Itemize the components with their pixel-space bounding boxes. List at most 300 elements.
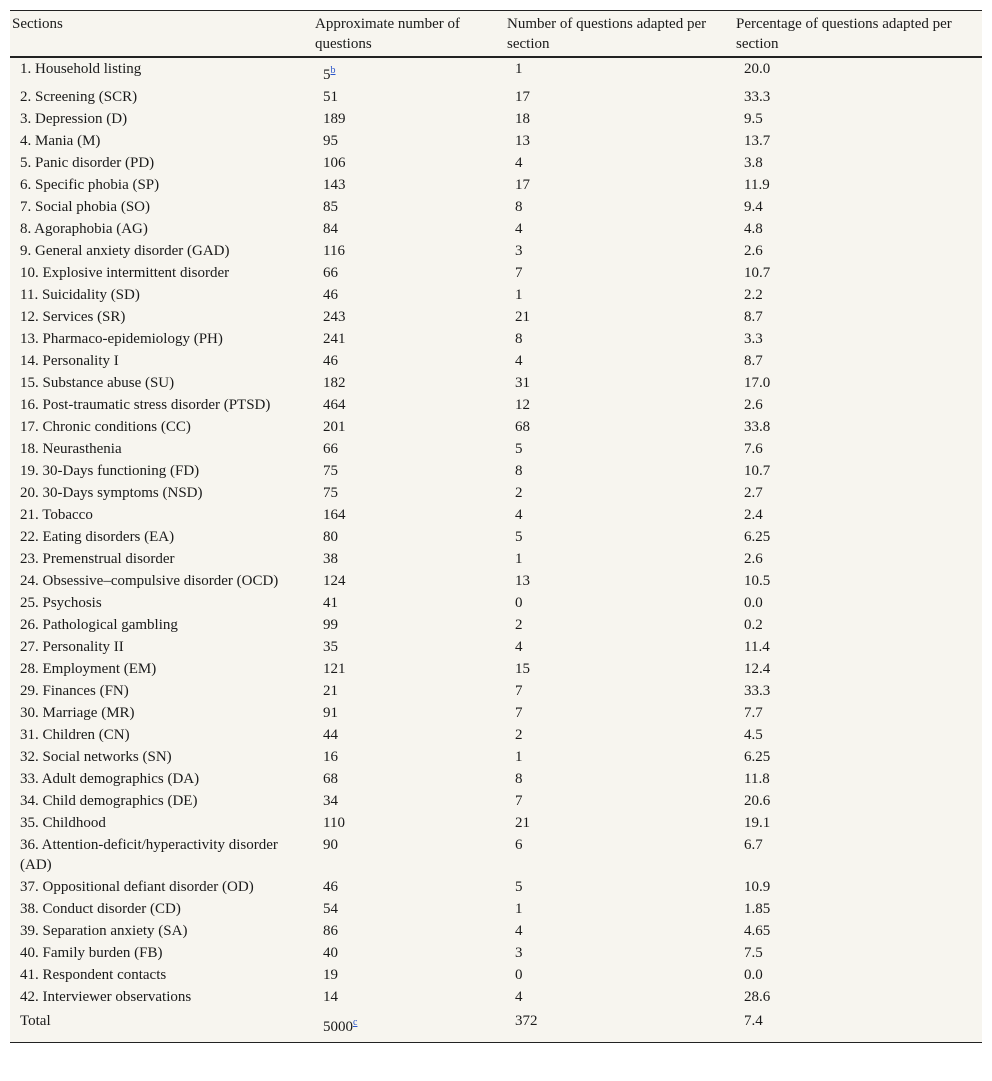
cell-section-value: 7. Social phobia (SO) xyxy=(20,199,150,215)
cell-approx-questions xyxy=(313,240,505,262)
cell-section xyxy=(10,262,313,284)
cell-questions-adapted xyxy=(505,986,734,1008)
cell-approx-questions-value: 99 xyxy=(323,617,338,633)
cell-percentage-adapted xyxy=(734,284,982,306)
cell-questions-adapted xyxy=(505,306,734,328)
cell-percentage-adapted-value: 20.6 xyxy=(744,793,771,809)
cell-section-value: 4. Mania (M) xyxy=(20,133,101,149)
cell-percentage-adapted-value: 7.5 xyxy=(744,945,763,961)
cell-questions-adapted-value: 7 xyxy=(515,265,523,281)
cell-section xyxy=(10,86,313,108)
cell-percentage-adapted-value: 8.7 xyxy=(744,353,763,369)
cell-section-value: 27. Personality II xyxy=(20,639,124,655)
cell-section xyxy=(10,876,313,898)
cell-questions-adapted xyxy=(505,262,734,284)
cell-questions-adapted xyxy=(505,812,734,834)
cell-section-value: 21. Tobacco xyxy=(20,507,93,523)
cell-approx-questions xyxy=(313,218,505,240)
footnote-link[interactable]: c xyxy=(353,1017,358,1028)
cell-section xyxy=(10,152,313,174)
cell-section xyxy=(10,372,313,394)
cell-percentage-adapted xyxy=(734,812,982,834)
cell-approx-questions-value: 143 xyxy=(323,177,346,193)
cell-percentage-adapted xyxy=(734,614,982,636)
table-row xyxy=(10,438,982,460)
cell-approx-questions-value: 46 xyxy=(323,879,338,895)
cell-approx-questions-value: 241 xyxy=(323,331,346,347)
cell-approx-questions-value: 85 xyxy=(323,199,338,215)
cell-approx-questions-value: 68 xyxy=(323,771,338,787)
cell-approx-questions-value: 40 xyxy=(323,945,338,961)
cell-section xyxy=(10,504,313,526)
cell-section xyxy=(10,592,313,614)
cell-questions-adapted-value: 1 xyxy=(515,901,523,917)
cell-questions-adapted xyxy=(505,570,734,592)
table-row xyxy=(10,876,982,898)
cell-questions-adapted-value: 1 xyxy=(515,61,523,77)
cell-percentage-adapted-value: 6.7 xyxy=(744,837,763,853)
cell-questions-adapted-value: 372 xyxy=(515,1013,538,1029)
footnote-marker xyxy=(331,62,336,76)
cell-questions-adapted-value: 6 xyxy=(515,837,523,853)
cell-questions-adapted-value: 8 xyxy=(515,331,523,347)
cell-approx-questions xyxy=(313,570,505,592)
header-sections: Sections xyxy=(10,11,313,58)
cell-questions-adapted-value: 4 xyxy=(515,923,523,939)
cell-questions-adapted-value: 5 xyxy=(515,441,523,457)
cell-section xyxy=(10,350,313,372)
table-row xyxy=(10,942,982,964)
cell-questions-adapted xyxy=(505,350,734,372)
cell-percentage-adapted xyxy=(734,350,982,372)
cell-approx-questions-value: 121 xyxy=(323,661,346,677)
cell-questions-adapted xyxy=(505,658,734,680)
cell-section xyxy=(10,196,313,218)
cell-section-value: 6. Specific phobia (SP) xyxy=(20,177,160,193)
cell-approx-questions-value: 189 xyxy=(323,111,346,127)
cell-questions-adapted xyxy=(505,614,734,636)
cell-percentage-adapted xyxy=(734,702,982,724)
cell-percentage-adapted xyxy=(734,306,982,328)
cell-section xyxy=(10,328,313,350)
cell-approx-questions xyxy=(313,328,505,350)
cell-percentage-adapted-value: 9.5 xyxy=(744,111,763,127)
table-row xyxy=(10,768,982,790)
cell-percentage-adapted xyxy=(734,570,982,592)
cell-questions-adapted-value: 7 xyxy=(515,705,523,721)
table-row xyxy=(10,570,982,592)
cell-percentage-adapted-value: 7.4 xyxy=(744,1013,763,1029)
cell-percentage-adapted xyxy=(734,86,982,108)
cell-percentage-adapted-value: 4.8 xyxy=(744,221,763,237)
cell-approx-questions-value: 21 xyxy=(323,683,338,699)
header-percentage-adapted: Percentage of questions adapted per section xyxy=(734,11,982,58)
cell-section-value: 3. Depression (D) xyxy=(20,111,128,127)
cell-section xyxy=(10,416,313,438)
table-row xyxy=(10,306,982,328)
cell-approx-questions-value: 14 xyxy=(323,989,338,1005)
cell-approx-questions-value: 44 xyxy=(323,727,338,743)
cell-questions-adapted xyxy=(505,592,734,614)
cell-percentage-adapted-value: 10.9 xyxy=(744,879,771,895)
table-total-row xyxy=(10,1008,982,1043)
cell-questions-adapted-value: 4 xyxy=(515,155,523,171)
cell-approx-questions xyxy=(313,964,505,986)
cell-percentage-adapted-value: 11.4 xyxy=(744,639,770,655)
cell-approx-questions-value: 464 xyxy=(323,397,346,413)
table-row xyxy=(10,416,982,438)
cell-approx-questions-value: 66 xyxy=(323,441,338,457)
cell-section xyxy=(10,174,313,196)
cell-approx-questions xyxy=(313,592,505,614)
cell-questions-adapted xyxy=(505,152,734,174)
table-row xyxy=(10,526,982,548)
cell-percentage-adapted-value: 9.4 xyxy=(744,199,763,215)
cell-section xyxy=(10,898,313,920)
cell-percentage-adapted xyxy=(734,658,982,680)
cell-questions-adapted xyxy=(505,130,734,152)
cell-section xyxy=(10,57,313,86)
cell-percentage-adapted xyxy=(734,416,982,438)
cell-percentage-adapted xyxy=(734,636,982,658)
cell-approx-questions-value: 86 xyxy=(323,923,338,939)
cell-approx-questions xyxy=(313,746,505,768)
cell-approx-questions xyxy=(313,942,505,964)
cell-questions-adapted xyxy=(505,898,734,920)
cell-percentage-adapted xyxy=(734,174,982,196)
table-row xyxy=(10,636,982,658)
cell-percentage-adapted xyxy=(734,108,982,130)
cell-percentage-adapted-value: 7.7 xyxy=(744,705,763,721)
cell-section xyxy=(10,130,313,152)
cell-section-value: 34. Child demographics (DE) xyxy=(20,793,198,809)
cell-approx-questions-value: 90 xyxy=(323,837,338,853)
cell-section xyxy=(10,218,313,240)
cell-approx-questions xyxy=(313,57,505,86)
cell-percentage-adapted xyxy=(734,942,982,964)
cell-percentage-adapted-value: 4.65 xyxy=(744,923,771,939)
cell-percentage-adapted xyxy=(734,482,982,504)
cell-percentage-adapted-value: 12.4 xyxy=(744,661,771,677)
cell-questions-adapted-value: 31 xyxy=(515,375,530,391)
cell-questions-adapted xyxy=(505,920,734,942)
cell-approx-questions xyxy=(313,658,505,680)
cell-percentage-adapted xyxy=(734,460,982,482)
cell-questions-adapted-value: 18 xyxy=(515,111,530,127)
cell-percentage-adapted-value: 10.7 xyxy=(744,265,771,281)
cell-section xyxy=(10,526,313,548)
cell-percentage-adapted-value: 6.25 xyxy=(744,749,771,765)
cell-questions-adapted-value: 4 xyxy=(515,353,523,369)
cell-percentage-adapted xyxy=(734,1008,982,1043)
table-body xyxy=(10,57,982,1043)
table-row xyxy=(10,592,982,614)
cell-questions-adapted-value: 4 xyxy=(515,989,523,1005)
cell-questions-adapted xyxy=(505,746,734,768)
table-row xyxy=(10,460,982,482)
cell-questions-adapted xyxy=(505,724,734,746)
cell-approx-questions-value: 106 xyxy=(323,155,346,171)
cell-percentage-adapted-value: 4.5 xyxy=(744,727,763,743)
cell-percentage-adapted-value: 2.6 xyxy=(744,397,763,413)
cell-percentage-adapted xyxy=(734,724,982,746)
cell-approx-questions xyxy=(313,262,505,284)
cell-percentage-adapted-value: 2.4 xyxy=(744,507,763,523)
cell-section xyxy=(10,746,313,768)
cell-approx-questions xyxy=(313,548,505,570)
table-row xyxy=(10,724,982,746)
cell-approx-questions-value: 5000 xyxy=(323,1019,353,1035)
cell-section-value: 2. Screening (SCR) xyxy=(20,89,138,105)
cell-approx-questions xyxy=(313,174,505,196)
cell-section-value: 25. Psychosis xyxy=(20,595,102,611)
cell-approx-questions-value: 35 xyxy=(323,639,338,655)
cell-percentage-adapted-value: 28.6 xyxy=(744,989,771,1005)
cell-questions-adapted-value: 2 xyxy=(515,485,523,501)
cell-questions-adapted xyxy=(505,460,734,482)
cell-approx-questions xyxy=(313,768,505,790)
cell-questions-adapted-value: 4 xyxy=(515,507,523,523)
cell-questions-adapted-value: 4 xyxy=(515,639,523,655)
cell-questions-adapted-value: 17 xyxy=(515,89,530,105)
cell-approx-questions-value: 95 xyxy=(323,133,338,149)
cell-percentage-adapted-value: 3.8 xyxy=(744,155,763,171)
cell-approx-questions xyxy=(313,526,505,548)
cell-section-value: 37. Oppositional defiant disorder (OD) xyxy=(20,879,254,895)
cell-approx-questions xyxy=(313,790,505,812)
table-row xyxy=(10,262,982,284)
cell-section-value: 29. Finances (FN) xyxy=(20,683,129,699)
table-row xyxy=(10,328,982,350)
cell-section-value: 5. Panic disorder (PD) xyxy=(20,155,155,171)
cell-approx-questions xyxy=(313,152,505,174)
cell-section-value: 14. Personality I xyxy=(20,353,119,369)
cell-approx-questions xyxy=(313,86,505,108)
table-row xyxy=(10,240,982,262)
cell-section xyxy=(10,768,313,790)
cell-section-value: Total xyxy=(20,1013,51,1029)
cell-percentage-adapted-value: 17.0 xyxy=(744,375,771,391)
cell-section-value: 35. Childhood xyxy=(20,815,106,831)
cell-questions-adapted xyxy=(505,964,734,986)
cell-approx-questions xyxy=(313,1008,505,1043)
cell-section xyxy=(10,942,313,964)
cell-questions-adapted-value: 8 xyxy=(515,771,523,787)
cell-questions-adapted xyxy=(505,680,734,702)
cell-questions-adapted-value: 1 xyxy=(515,749,523,765)
cell-approx-questions-value: 75 xyxy=(323,485,338,501)
cell-section-value: 1. Household listing xyxy=(20,61,142,77)
cell-questions-adapted xyxy=(505,328,734,350)
cell-questions-adapted-value: 2 xyxy=(515,617,523,633)
cell-section xyxy=(10,790,313,812)
table-row xyxy=(10,964,982,986)
cell-percentage-adapted xyxy=(734,680,982,702)
cell-questions-adapted-value: 21 xyxy=(515,815,530,831)
cell-approx-questions-value: 46 xyxy=(323,287,338,303)
cell-approx-questions xyxy=(313,350,505,372)
cell-percentage-adapted xyxy=(734,526,982,548)
cell-questions-adapted xyxy=(505,768,734,790)
cell-approx-questions xyxy=(313,108,505,130)
cell-percentage-adapted xyxy=(734,548,982,570)
cell-percentage-adapted-value: 33.3 xyxy=(744,89,771,105)
cell-questions-adapted xyxy=(505,108,734,130)
cell-approx-questions xyxy=(313,920,505,942)
table-row xyxy=(10,350,982,372)
cell-questions-adapted-value: 1 xyxy=(515,287,523,303)
cell-approx-questions-value: 201 xyxy=(323,419,346,435)
table-row xyxy=(10,152,982,174)
cell-approx-questions-value: 16 xyxy=(323,749,338,765)
table-row xyxy=(10,986,982,1008)
cell-approx-questions xyxy=(313,196,505,218)
cell-questions-adapted-value: 3 xyxy=(515,243,523,259)
cell-questions-adapted xyxy=(505,1008,734,1043)
cell-questions-adapted-value: 0 xyxy=(515,595,523,611)
cell-section-value: 24. Obsessive–compulsive disorder (OCD) xyxy=(20,573,279,589)
cell-approx-questions-value: 110 xyxy=(323,815,345,831)
cell-approx-questions-value: 116 xyxy=(323,243,345,259)
cell-section-value: 12. Services (SR) xyxy=(20,309,126,325)
cell-questions-adapted-value: 3 xyxy=(515,945,523,961)
cell-approx-questions-value: 91 xyxy=(323,705,338,721)
cell-questions-adapted-value: 12 xyxy=(515,397,530,413)
cell-questions-adapted xyxy=(505,834,734,876)
cell-percentage-adapted xyxy=(734,438,982,460)
cell-section xyxy=(10,812,313,834)
table-row xyxy=(10,196,982,218)
cell-section xyxy=(10,614,313,636)
cell-approx-questions-value: 51 xyxy=(323,89,338,105)
cell-section xyxy=(10,658,313,680)
cell-section xyxy=(10,1008,313,1043)
cell-approx-questions-value: 182 xyxy=(323,375,346,391)
cell-approx-questions xyxy=(313,986,505,1008)
cell-section xyxy=(10,460,313,482)
table-row xyxy=(10,702,982,724)
table-row xyxy=(10,898,982,920)
cell-percentage-adapted-value: 11.9 xyxy=(744,177,770,193)
cell-section-value: 20. 30-Days symptoms (NSD) xyxy=(20,485,203,501)
cell-questions-adapted xyxy=(505,394,734,416)
cell-questions-adapted xyxy=(505,240,734,262)
cell-percentage-adapted xyxy=(734,790,982,812)
cell-approx-questions xyxy=(313,834,505,876)
cell-section xyxy=(10,108,313,130)
table-row xyxy=(10,790,982,812)
cell-questions-adapted-value: 1 xyxy=(515,551,523,567)
footnote-link[interactable]: b xyxy=(330,65,336,76)
cell-percentage-adapted xyxy=(734,746,982,768)
cell-questions-adapted xyxy=(505,942,734,964)
cell-approx-questions-value: 124 xyxy=(323,573,346,589)
cell-section-value: 39. Separation anxiety (SA) xyxy=(20,923,188,939)
cell-approx-questions xyxy=(313,438,505,460)
cell-questions-adapted-value: 2 xyxy=(515,727,523,743)
cell-section xyxy=(10,570,313,592)
cell-approx-questions-value: 5 xyxy=(323,67,331,83)
cell-percentage-adapted-value: 10.7 xyxy=(744,463,771,479)
cell-section-value: 13. Pharmaco-epidemiology (PH) xyxy=(20,331,223,347)
cell-approx-questions-value: 164 xyxy=(323,507,346,523)
table-row xyxy=(10,174,982,196)
cell-approx-questions xyxy=(313,680,505,702)
cell-approx-questions xyxy=(313,504,505,526)
cell-section-value: 30. Marriage (MR) xyxy=(20,705,135,721)
cell-questions-adapted xyxy=(505,636,734,658)
cell-section-value: 22. Eating disorders (EA) xyxy=(20,529,175,545)
cell-section xyxy=(10,986,313,1008)
table-header-row xyxy=(10,11,982,58)
cell-approx-questions xyxy=(313,306,505,328)
cell-questions-adapted xyxy=(505,876,734,898)
table-row xyxy=(10,372,982,394)
cell-percentage-adapted-value: 0.2 xyxy=(744,617,763,633)
cell-percentage-adapted xyxy=(734,394,982,416)
cell-section-value: 33. Adult demographics (DA) xyxy=(20,771,200,787)
cell-questions-adapted xyxy=(505,196,734,218)
cell-percentage-adapted xyxy=(734,876,982,898)
cell-section xyxy=(10,438,313,460)
cell-section-value: 40. Family burden (FB) xyxy=(20,945,163,961)
cell-approx-questions-value: 19 xyxy=(323,967,338,983)
table-row xyxy=(10,614,982,636)
cell-questions-adapted-value: 68 xyxy=(515,419,530,435)
cell-questions-adapted xyxy=(505,548,734,570)
cell-section xyxy=(10,240,313,262)
header-approx-questions: Approximate number of questions xyxy=(313,11,505,58)
cell-section xyxy=(10,306,313,328)
cell-section xyxy=(10,548,313,570)
cell-approx-questions xyxy=(313,614,505,636)
cell-approx-questions-value: 243 xyxy=(323,309,346,325)
cell-percentage-adapted xyxy=(734,920,982,942)
cell-section xyxy=(10,482,313,504)
cell-percentage-adapted xyxy=(734,898,982,920)
cell-approx-questions-value: 66 xyxy=(323,265,338,281)
cell-section xyxy=(10,724,313,746)
cell-questions-adapted xyxy=(505,526,734,548)
cell-section-value: 18. Neurasthenia xyxy=(20,441,122,457)
table-row xyxy=(10,812,982,834)
cell-questions-adapted xyxy=(505,790,734,812)
cell-percentage-adapted xyxy=(734,196,982,218)
cell-approx-questions xyxy=(313,130,505,152)
cell-questions-adapted-value: 13 xyxy=(515,133,530,149)
cell-questions-adapted-value: 8 xyxy=(515,199,523,215)
cell-approx-questions xyxy=(313,898,505,920)
footnote-marker xyxy=(353,1014,357,1028)
table-row xyxy=(10,680,982,702)
cell-percentage-adapted xyxy=(734,834,982,876)
cell-section-value: 28. Employment (EM) xyxy=(20,661,157,677)
table-row xyxy=(10,658,982,680)
cell-approx-questions-value: 84 xyxy=(323,221,338,237)
cell-percentage-adapted-value: 11.8 xyxy=(744,771,770,787)
cell-approx-questions xyxy=(313,284,505,306)
cell-questions-adapted xyxy=(505,86,734,108)
sections-table xyxy=(10,10,982,1043)
cell-percentage-adapted-value: 19.1 xyxy=(744,815,771,831)
cell-percentage-adapted xyxy=(734,592,982,614)
cell-section-value: 32. Social networks (SN) xyxy=(20,749,172,765)
cell-questions-adapted xyxy=(505,504,734,526)
cell-percentage-adapted-value: 7.6 xyxy=(744,441,763,457)
cell-approx-questions-value: 46 xyxy=(323,353,338,369)
cell-approx-questions xyxy=(313,724,505,746)
table-row xyxy=(10,130,982,152)
